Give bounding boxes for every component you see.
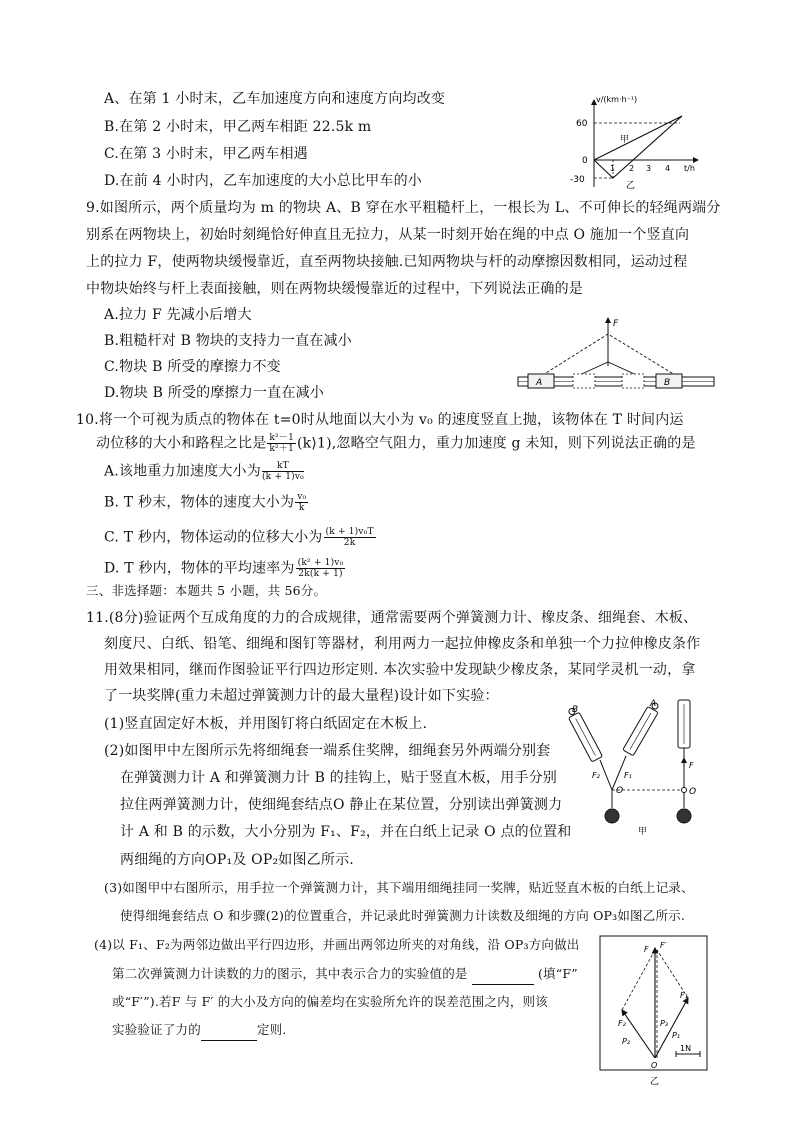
- jia-label-a: A: [650, 699, 657, 709]
- jia-caption: 甲: [638, 827, 648, 837]
- q10-option-b-den: k: [298, 503, 305, 513]
- q11-step-4-line-2: [112, 964, 578, 985]
- q9-stem-2: 别系在两物块上，初始时刻绳恰好伸直且无拉力，从某一时刻开始在绳的中点 O 施加一个竖直向: [86, 227, 690, 243]
- q10-stem-2: [96, 433, 696, 454]
- q8-vt-graph: [560, 92, 710, 192]
- q9-block-a: A: [536, 378, 543, 388]
- q9-stem-3: 上的拉力 F，使两物块缓慢靠近，直至两物块接触.已知两物块与杆的动摩擦因数相同，运动过程: [86, 254, 688, 270]
- graph-yneg30: -30: [570, 175, 585, 185]
- q8-option-d: D.在前 4 小时内，乙车加速度的大小总比甲车的小: [104, 173, 422, 189]
- q11-step-4-line-4: [112, 1020, 286, 1041]
- yi-label-p1: P₁: [672, 1031, 681, 1040]
- q11-figure-yi: [600, 936, 710, 1086]
- q10-option-d-text: D. T 秒内，物体的平均速率为: [104, 560, 295, 577]
- q11-step-4-line-2-b: (填“F”: [537, 966, 578, 981]
- q11-step-3-line-2: 使得细绳套结点 O 和步骤(2)的位置重合，并记录此时弹簧测力计读数及细绳的方向 OP₃如图乙所示.: [120, 908, 686, 923]
- q11-step-3-line-1: (3)如图甲中右图所示，用手拉一个弹簧测力计，其下端用细绳挂同一奖牌，贴近竖直木板的白纸上记录、: [104, 880, 694, 895]
- graph-t3: 3: [646, 164, 652, 173]
- yi-label-p2: P₂: [622, 1037, 631, 1046]
- yi-label-fprime: F′: [660, 941, 667, 950]
- yi-scale-label: 1N: [680, 1044, 692, 1053]
- graph-t2: 2: [629, 164, 635, 173]
- q10-option-d-frac: [296, 558, 346, 579]
- q10-option-d-den: 2k(k + 1): [298, 569, 343, 579]
- q10-option-d: [104, 558, 346, 579]
- q10-option-d-num: (k² + 1)v₀: [297, 558, 344, 568]
- q9-option-a: A.拉力 F 先减小后增大: [104, 307, 252, 323]
- q8-option-c: C.在第 3 小时末，甲乙两车相遇: [104, 146, 308, 162]
- graph-jia: 甲: [620, 135, 630, 145]
- q9-rod-figure: [518, 312, 714, 392]
- yi-label-f: F: [644, 945, 649, 954]
- q11-step-4-line-1: (4)以 F₁、F₂为两邻边做出平行四边形，并画出两邻边所夹的对角线，沿 OP₃方向做出: [94, 937, 580, 952]
- graph-t1: 1: [610, 164, 616, 173]
- q9-block-b: B: [664, 378, 671, 388]
- jia-label-b: B: [572, 705, 579, 715]
- q8-option-a: A、在第 1 小时末，乙车加速度方向和速度方向均改变: [104, 91, 446, 107]
- q10-option-b-frac: [295, 492, 308, 513]
- q11-figure-jia: [562, 698, 712, 838]
- q10-option-b: [104, 492, 309, 513]
- yi-caption: 乙: [650, 1077, 660, 1087]
- q9-stem-1: 9.如图所示，两个质量均为 m 的物块 A、B 穿在水平粗糙杆上，一根长为 L、不可伸长的轻绳两端分: [86, 200, 721, 216]
- q10-option-c: [104, 527, 377, 548]
- jia-label-o2: O: [689, 787, 697, 797]
- q11-step-2-line-2: 在弹簧测力计 A 和弹簧测力计 B 的挂钩上，贴于竖直木板，用手分别: [120, 770, 557, 786]
- q10-stem-2-a: 动位移的大小和路程之比是: [96, 435, 267, 452]
- graph-ylabel: v/(km·h⁻¹): [596, 95, 638, 104]
- q10-option-a-num: kT: [262, 461, 304, 472]
- q11-step-4-line-4-b: 定则.: [256, 1022, 287, 1037]
- q11-step-2-line-1: (2)如图甲中左图所示先将细绳套一端系住奖牌，细绳套另外两端分别套: [104, 743, 551, 759]
- q11-stem-1: 11.(8分)验证两个互成角度的力的合成规律，通常需要两个弹簧测力计、橡皮条、细绳套、木板、: [86, 610, 698, 626]
- q10-option-a: [104, 461, 305, 482]
- q10-stem-2-b: (k⟩1),忽略空气阻力，重力加速度 g 未知，则下列说法正确的是: [297, 435, 696, 452]
- q9-force-label: F: [613, 319, 619, 329]
- answer-blank-1[interactable]: [472, 964, 534, 985]
- yi-label-o: O: [651, 1061, 658, 1070]
- yi-label-f2: F₂: [618, 1019, 626, 1028]
- q8-option-b: B.在第 2 小时末，甲乙两车相距 22.5k m: [104, 119, 372, 135]
- q10-stem-1: 10.将一个可视为质点的物体在 t=0时从地面以大小为 v₀ 的速度竖直上抛，该物体在 T 时间内运: [76, 412, 684, 428]
- q11-stem-2: 刻度尺、白纸、铅笔、细绳和图钉等器材，利用两力一起拉伸橡皮条和单独一个力拉伸橡皮条作: [104, 636, 701, 652]
- graph-y60: 60: [576, 119, 588, 129]
- jia-label-f2: F₂: [592, 771, 600, 780]
- jia-label-o1: O: [616, 786, 624, 796]
- jia-label-f1: F₁: [624, 771, 632, 780]
- q10-ratio-num: k²－1: [269, 433, 294, 443]
- q10-option-a-frac: [262, 461, 304, 482]
- q10-option-c-frac: [324, 527, 376, 548]
- jia-label-f: F: [689, 761, 694, 770]
- q11-step-2-line-5: 两细绳的方向OP₁及 OP₂如图乙所示.: [120, 852, 354, 868]
- answer-blank-2[interactable]: [201, 1020, 257, 1041]
- q10-option-a-text: A.该地重力加速度大小为: [104, 463, 261, 480]
- q11-step-2-line-4: 计 A 和 B 的示数，大小分别为 F₁、F₂，并在白纸上记录 O 点的位置和: [120, 824, 572, 840]
- yi-label-f1: F₁: [680, 991, 688, 1000]
- yi-label-p3: P₃: [660, 1019, 669, 1028]
- q10-option-c-text: C. T 秒内，物体运动的位移大小为: [104, 529, 323, 546]
- q10-ratio-den: k²＋1: [269, 444, 294, 454]
- graph-yi: 乙: [626, 181, 636, 191]
- q10-option-c-num: (k + 1)v₀T: [325, 527, 374, 537]
- q11-step-4-line-2-a: 第二次弹簧测力计读数的力的图示，其中表示合力的实验值的是: [112, 966, 468, 981]
- q10-option-b-num: v₀: [297, 492, 307, 502]
- q9-option-b: B.粗糙杆对 B 物块的支持力一直在减小: [104, 333, 352, 349]
- q10-option-b-text: B. T 秒末，物体的速度大小为: [104, 494, 295, 511]
- q11-stem-3: 用效果相同，继而作图验证平行四边形定则. 本次实验中发现缺少橡皮条，某同学灵机一动，拿: [104, 662, 696, 678]
- q9-option-c: C.物块 B 所受的摩擦力不变: [104, 359, 281, 375]
- q9-stem-4: 中物块始终与杆上表面接触，则在两物块缓慢靠近的过程中，下列说法正确的是: [86, 281, 583, 297]
- graph-xlabel: t/h: [684, 164, 695, 173]
- q11-step-4-line-3: 或“F′”).若F 与 F′ 的大小及方向的偏差均在实验所允许的误差范围之内，则该: [112, 994, 548, 1009]
- q11-step-1: (1)竖直固定好木板，并用图钉将白纸固定在木板上.: [104, 716, 428, 732]
- q11-stem-4: 了一块奖牌(重力未超过弹簧测力计的最大量程)设计如下实验：: [104, 688, 499, 704]
- q10-option-a-den: (k + 1)v₀: [261, 472, 304, 482]
- graph-y0: 0: [582, 156, 588, 166]
- q9-option-d: D.物块 B 所受的摩擦力一直在减小: [104, 385, 324, 401]
- q10-option-c-den: 2k: [343, 538, 356, 548]
- q11-step-4-line-4-a: 实验验证了力的: [112, 1022, 201, 1037]
- q10-ratio-frac: [267, 433, 296, 454]
- q11-step-2-line-3: 拉住两弹簧测力计，使细绳套结点O 静止在某位置，分别读出弹簧测力: [120, 797, 563, 813]
- graph-t4: 4: [665, 164, 671, 173]
- section-3-heading: 三、非选择题：本题共 5 小题，共 56分。: [86, 583, 327, 598]
